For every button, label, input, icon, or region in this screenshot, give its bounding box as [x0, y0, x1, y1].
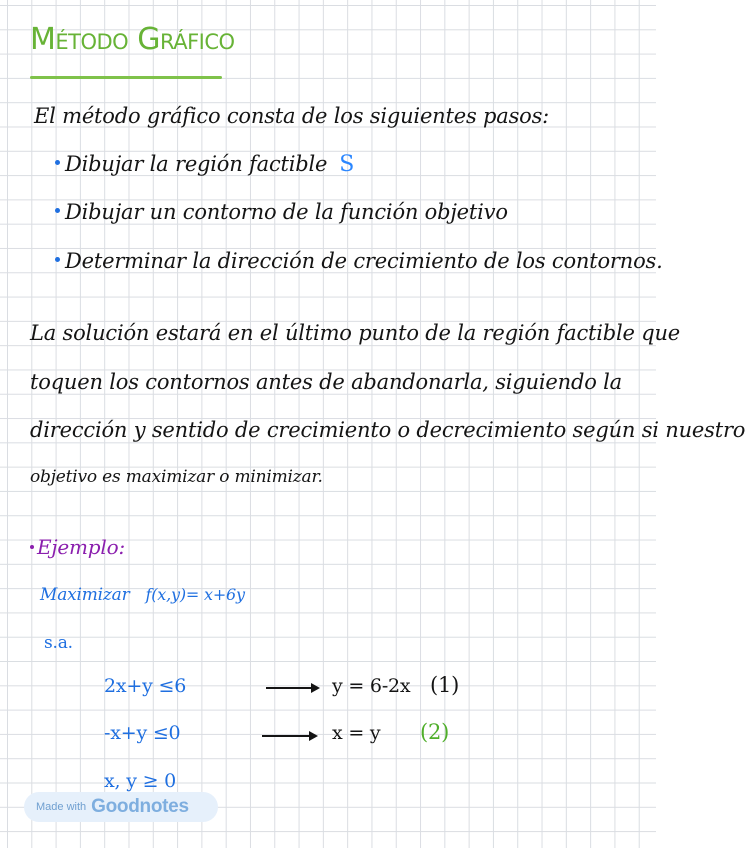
step-item: [55, 200, 508, 224]
step-text: Determinar la dirección de crecimiento de los contornos.: [65, 249, 663, 273]
constraint-result: x = y: [332, 722, 381, 744]
constraint-expression: 2x+y ≤6: [104, 675, 187, 697]
watermark-brand: Goodnotes: [91, 796, 189, 817]
example-heading: [30, 535, 125, 559]
constraint-result: y = 6-2x: [332, 675, 411, 697]
paragraph-line: La solución estará en el último punto de la región factible que: [30, 321, 681, 345]
intro-text: El método gráfico consta de los siguientes pasos:: [34, 104, 550, 128]
goodnotes-watermark[interactable]: [24, 792, 218, 822]
example-label: Ejemplo:: [37, 535, 125, 559]
objective-function: f(x,y)= x+6y: [145, 585, 245, 604]
step-text: Dibujar la región factible: [65, 152, 328, 176]
bullet-dot-icon: [30, 545, 34, 549]
page-title: Método Gráfico: [30, 22, 235, 57]
arrow-right-icon: [262, 735, 316, 737]
constraint-tag: (2): [420, 720, 450, 744]
feasible-region-symbol: S: [339, 152, 355, 177]
objective-verb: Maximizar: [40, 585, 130, 605]
paragraph-line: dirección y sentido de crecimiento o decrecimiento según si nuestro: [30, 418, 745, 442]
step-text: Dibujar un contorno de la función objetivo: [65, 200, 508, 224]
arrow-right-icon: [266, 687, 318, 689]
step-item: [55, 152, 354, 177]
bullet-dot-icon: [55, 208, 60, 213]
watermark-prefix: Made with: [36, 801, 87, 813]
bullet-dot-icon: [55, 257, 60, 262]
constraint-expression: -x+y ≤0: [104, 722, 181, 744]
constraint-tag: (1): [430, 673, 460, 697]
objective-line: [40, 585, 245, 605]
constraint-expression: x, y ≥ 0: [104, 770, 177, 792]
paragraph-line: objetivo es maximizar o minimizar.: [30, 467, 323, 487]
title-underline: [30, 76, 222, 79]
bullet-dot-icon: [55, 160, 60, 165]
paragraph-line: toquen los contornos antes de abandonarla, siguiendo la: [30, 370, 622, 394]
subject-to-label: s.a.: [44, 633, 73, 653]
step-item: [55, 249, 663, 273]
